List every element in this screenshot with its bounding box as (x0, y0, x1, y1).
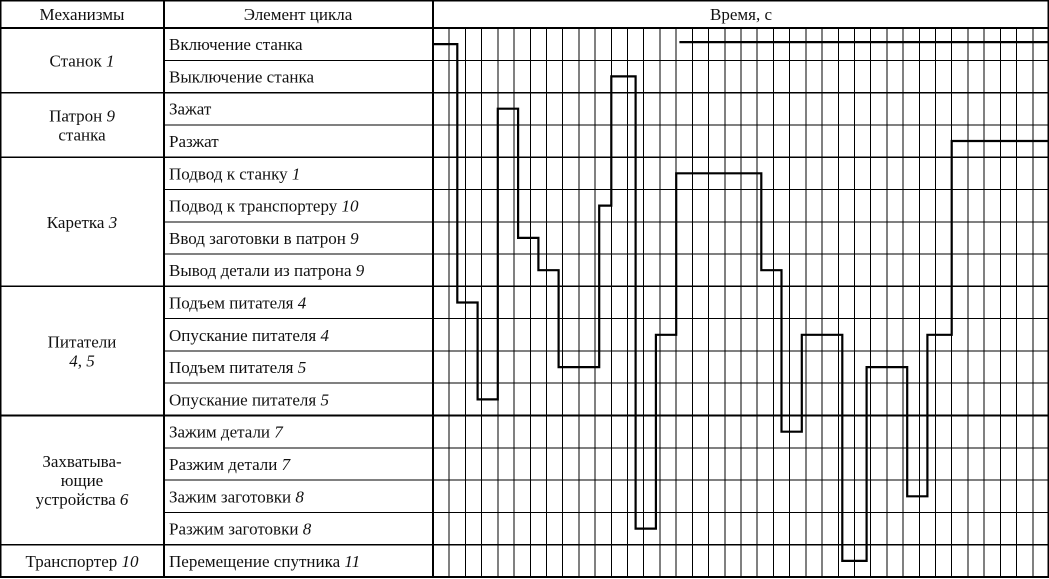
cycle-element-label: Подвод к транспортеру 10 (169, 196, 359, 216)
cycle-element-label: Выключение станка (169, 67, 315, 87)
cycle-element-label: Зажим детали 7 (169, 422, 283, 442)
cycle-element-label: Разжат (169, 132, 219, 152)
mechanism-label: Захватыва- (42, 452, 122, 472)
cycle-element-label: Включение станка (169, 35, 303, 55)
mechanism-label: устройства 6 (35, 490, 129, 510)
header-mechanisms: Механизмы (39, 5, 125, 24)
mechanism-label: Питатели (47, 332, 117, 352)
cycle-element-label: Разжим заготовки 8 (169, 519, 312, 539)
header-cycle-element: Элемент цикла (243, 5, 353, 24)
cycle-element-label: Перемещение спутника 11 (169, 551, 361, 571)
cycle-element-label: Подъем питателя 4 (169, 293, 307, 313)
cycle-element-label: Ввод заготовки в патрон 9 (169, 228, 359, 248)
cycle-element-label: Подъем питателя 5 (169, 358, 307, 378)
mechanism-label: ющие (60, 471, 104, 491)
cycle-element-label: Зажат (169, 99, 212, 119)
header-time: Время, с (709, 5, 773, 24)
cycle-element-label: Опускание питателя 5 (169, 390, 329, 410)
cycle-element-label: Разжим детали 7 (169, 454, 291, 474)
cycle-element-label: Опускание питателя 4 (169, 325, 329, 345)
mechanism-label: Патрон 9 (49, 106, 115, 126)
mechanism-label: 4, 5 (69, 351, 95, 371)
cycle-element-label: Зажим заготовки 8 (169, 487, 304, 507)
table-border (1, 1, 1048, 577)
mechanism-label: Транспортер 10 (25, 551, 139, 571)
cycle-element-label: Подвод к станку 1 (169, 164, 301, 184)
mechanism-label: станка (58, 125, 106, 145)
cycle-element-label: Вывод детали из патрона 9 (169, 261, 365, 281)
mechanism-label: Каретка 3 (46, 212, 118, 232)
mechanism-label: Станок 1 (49, 51, 115, 71)
